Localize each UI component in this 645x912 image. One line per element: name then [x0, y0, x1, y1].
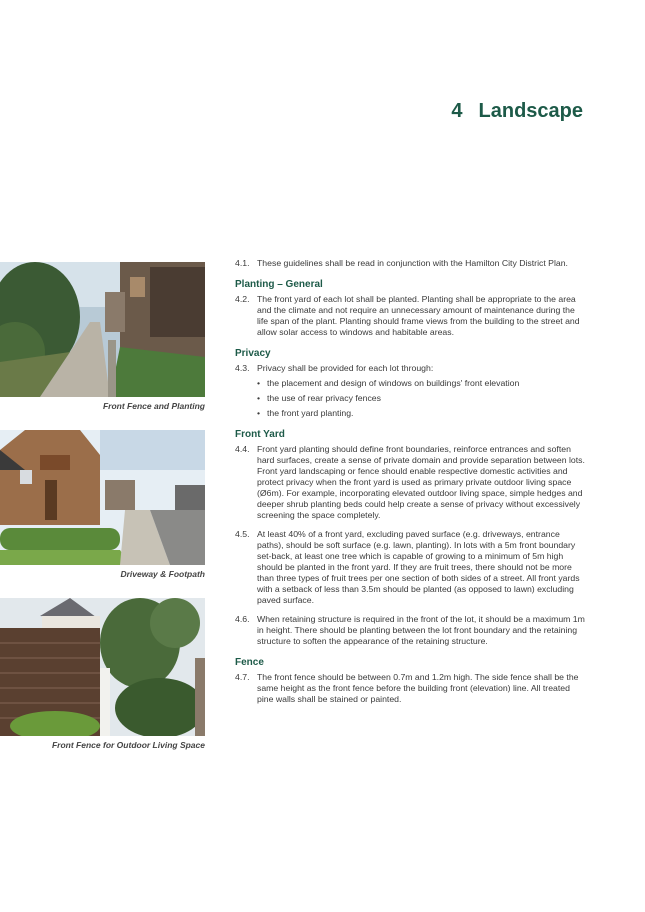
guidelines-content: [235, 258, 587, 713]
chapter-title: Landscape: [478, 100, 583, 122]
clause-text: The front yard of each lot shall be planted. Planting shall be appropriate to the area and the climate and not require an unnecessary amount of maintenance during the life span of the plant. Planting should frame views from the building to the street and allow solar access to windows and habitable areas.: [257, 294, 580, 337]
clause-4-4: [235, 444, 587, 521]
section-heading-privacy: Privacy: [235, 348, 271, 359]
section-heading-front-yard: Front Yard: [235, 429, 285, 440]
photo-front-fence-outdoor-living: [0, 598, 205, 736]
clause-text: Front yard planting should define front boundaries, reinforce entrances and soften hard surfaces, create a sense of private domain and provide separation between lots. Front yard landscaping or fence should enable respective domestic activities and protect privacy when the front yard is used as primary private outdoor living space (Ø6m). For example, incorporating elevated outdoor living space, simple hedges and deeper shrub planting beds could help create a sense of privacy without excessively screening the space completely.: [257, 444, 585, 520]
clause-4-2: [235, 294, 587, 338]
section-heading-fence: Fence: [235, 657, 264, 668]
clause-number: 4.1.: [235, 258, 250, 268]
photo-caption: Driveway & Footpath: [120, 569, 205, 579]
clause-text: Privacy shall be provided for each lot through:: [257, 363, 434, 373]
clause-text: These guidelines shall be read in conjunction with the Hamilton City District Plan.: [257, 258, 568, 268]
list-item: • the front yard planting.: [257, 408, 587, 419]
list-item: • the placement and design of windows on buildings' front elevation: [257, 378, 587, 389]
photo-driveway-footpath: [0, 430, 205, 565]
clause-4-6: [235, 614, 587, 647]
clause-4-1: [235, 258, 587, 269]
clause-4-3: [235, 363, 587, 374]
clause-number: 4.7.: [235, 672, 250, 682]
clause-4-7: [235, 672, 587, 705]
clause-text: When retaining structure is required in the front of the lot, it should be a maximum 1m in height. There should be planting between the lot front boundary and the retaining structure to soften the appearance of the retaining structure.: [257, 614, 585, 646]
clause-number: 4.4.: [235, 444, 250, 454]
photo-front-fence-planting: [0, 262, 205, 397]
clause-number: 4.5.: [235, 529, 250, 539]
chapter-number: 4: [451, 100, 463, 122]
section-heading-planting: Planting – General: [235, 279, 323, 290]
clause-4-5: [235, 529, 587, 606]
list-item: • the use of rear privacy fences: [257, 393, 587, 404]
clause-number: 4.2.: [235, 294, 250, 304]
clause-text: The front fence should be between 0.7m and 1.2m high. The side fence shall be the same height as the front fence before the building front (elevation) line. All treated pine walls shall be stained or painted.: [257, 672, 579, 704]
clause-number: 4.6.: [235, 614, 250, 624]
page-title: [451, 100, 583, 123]
photo-caption: Front Fence and Planting: [102, 401, 205, 411]
clause-text: At least 40% of a front yard, excluding paved surface (e.g. driveways, entrance paths), should be soft surface (e.g. lawn, planting). In lots with a 5m front boundary set-back, at least one tree which is capable of growing to a minimum of 5m high should be planted in the front yard. If they are fruit trees, there should not be more than three types of fruit trees per one section of both sides of a street. All front yards with a setback of less than 3.5m should be planted (as opposed to lawn) excluding paved surface.: [257, 529, 580, 605]
clause-number: 4.3.: [235, 363, 250, 373]
photo-caption: Front Fence for Outdoor Living Space: [51, 740, 205, 750]
privacy-list: [235, 378, 587, 419]
